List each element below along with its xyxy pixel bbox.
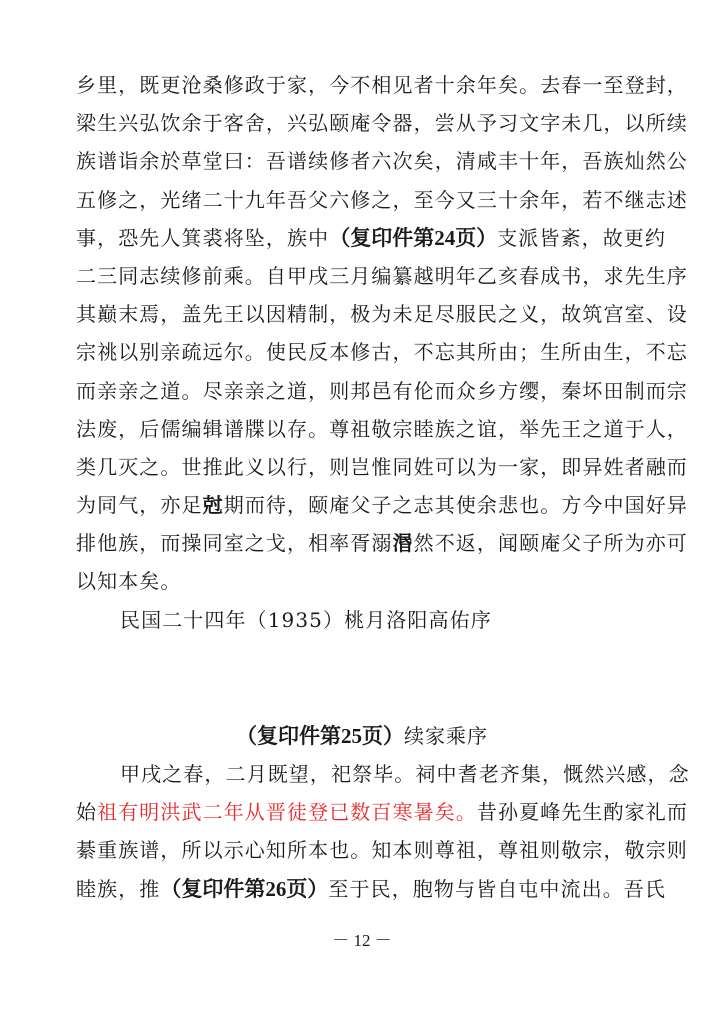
text-line: 宗祧以别亲疏远尔。使民反本修古，不忘其所由；生所由生，不忘 xyxy=(76,340,688,365)
photocopy-page-marker: （复印件第26页） xyxy=(160,876,329,901)
text-line: 五修之，光绪二十九年吾父六修之，至今又三十余年，若不继志述 xyxy=(76,187,688,212)
rare-character: 尅 xyxy=(202,493,224,518)
photocopy-page-marker: （复印件第25页） xyxy=(236,724,404,748)
text-line: 以知本矣。 xyxy=(76,569,182,594)
rare-character: 湣 xyxy=(392,531,414,556)
text-line: 类几灭之。世推此义以行，则岂惟同姓可以为一家，即异姓者融而 xyxy=(76,454,688,479)
text-span: 排他族，而操同室之戈，相率胥溺 xyxy=(76,531,393,556)
text-span: 昔孙夏峰先生酌家礼而 xyxy=(476,800,688,825)
text-line xyxy=(76,219,667,257)
page-number: － 12 － xyxy=(332,931,392,950)
text-span: 至于民，胞物与皆自屯中流出。吾氏 xyxy=(328,876,667,901)
text-line: 其巅末焉，盖先王以因精制，极为未足尽服民之义，故筑宫室、设 xyxy=(76,302,688,327)
signature-line: 民国二十四年（1935）桃月洛阳高佑序 xyxy=(120,607,492,632)
text-line: 乡里，既更沧桑修政于家，今不相见者十余年矣。去春一至登封， xyxy=(76,73,688,97)
text-line xyxy=(76,793,688,831)
text-span: 睦族，推 xyxy=(76,876,161,901)
text-line: 綦重族谱，所以示心知所本也。知本则尊祖，尊祖则敬宗，敬宗则 xyxy=(76,838,688,863)
text-line: 二三同志续修前乘。自甲戌三月编纂越明年乙亥春成书，求先生序 xyxy=(76,263,688,288)
text-span: 事，恐先人箕裘将坠，族中 xyxy=(76,225,330,250)
text-span: 支派皆紊，故更约 xyxy=(497,225,667,250)
text-span: 然不返，闻颐庵父子所为亦可 xyxy=(413,531,688,556)
photocopy-page-marker: （复印件第24页） xyxy=(329,225,498,250)
section-heading xyxy=(0,717,724,755)
highlighted-text: 祖有明洪武二年从晋徒登已数百寒暑矣。 xyxy=(97,800,477,825)
text-span: 始 xyxy=(76,800,98,825)
text-line: 梁生兴弘饮余于客舍，兴弘颐庵令器，尝从予习文字未几，以所续 xyxy=(76,111,688,136)
text-line: 而亲亲之道。尽亲亲之道，则邦邑有伦而众乡方缨，秦坏田制而宗 xyxy=(76,378,688,403)
text-line: 法废，后儒编辑谱牒以存。尊祖敬宗睦族之谊，举先王之道于人， xyxy=(76,416,688,441)
text-span: 期而待，颐庵父子之志其使余悲也。方今中国好异 xyxy=(223,493,688,518)
text-line: 族谱诣余於草堂曰：吾谱续修者六次矣，清咸丰十年，吾族灿然公 xyxy=(76,149,688,174)
text-span: 为同气，亦足 xyxy=(76,493,203,518)
text-line xyxy=(76,524,688,562)
text-line: 甲戌之春，二月既望，祀祭毕。祠中耆老齐集，慨然兴感，念 xyxy=(120,762,690,786)
text-line xyxy=(76,870,667,908)
section-2-body xyxy=(76,755,690,908)
heading-title: 续家乘序 xyxy=(404,724,488,748)
section-1-body xyxy=(76,66,688,639)
text-line xyxy=(76,486,688,524)
